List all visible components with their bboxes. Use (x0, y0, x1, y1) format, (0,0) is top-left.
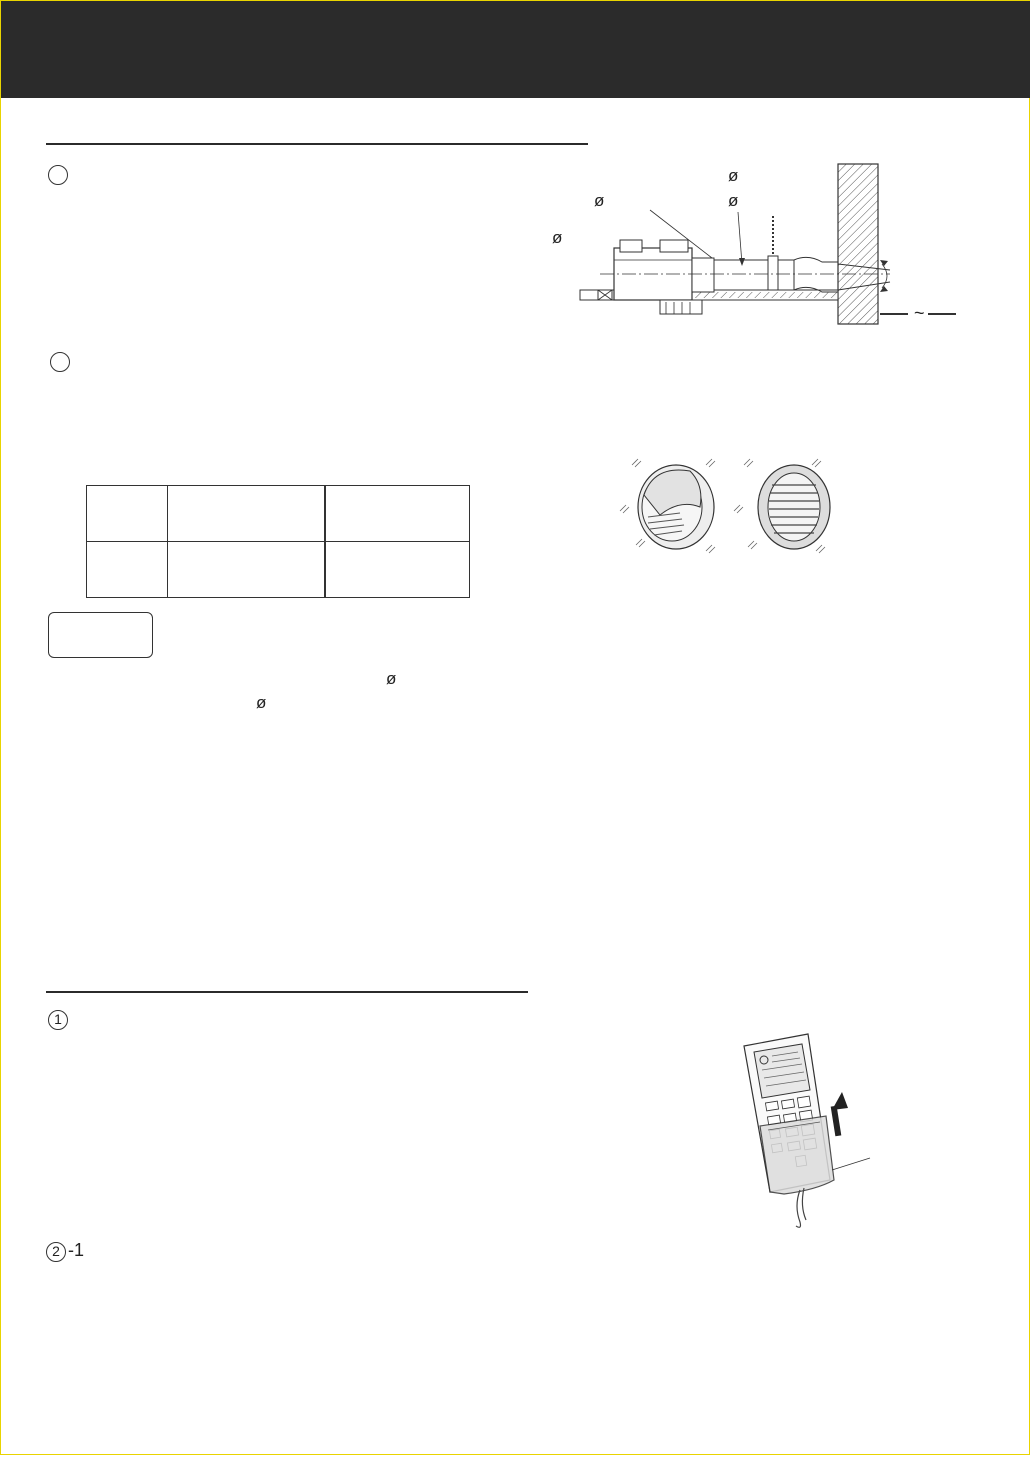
diameter-symbol: ø (386, 669, 397, 688)
table-cell (325, 486, 470, 542)
step1-marker (48, 165, 68, 185)
step2-marker (50, 352, 70, 372)
table-row (87, 486, 470, 542)
exhaust-wall-cap-illustration (610, 455, 840, 565)
step1-marker: 1 (48, 1010, 68, 1030)
section1-rule (46, 143, 588, 145)
header-bar (1, 1, 1030, 98)
table-cell (87, 542, 168, 598)
step2-marker: 2 (46, 1242, 66, 1262)
table-cell (87, 486, 168, 542)
tilde-symbol: ~ (914, 303, 925, 323)
duct-installation-diagram (570, 160, 970, 330)
diameter-symbol: ø (594, 191, 605, 210)
spec-table (86, 485, 470, 598)
diameter-symbol: ø (728, 191, 739, 210)
diameter-symbol: ø (728, 166, 739, 185)
table-cell (168, 542, 326, 598)
table-cell (168, 486, 326, 542)
step2-suffix: -1 (68, 1240, 85, 1260)
table-row (87, 542, 470, 598)
note-label-box (48, 612, 153, 658)
table-cell (325, 542, 470, 598)
section2-rule (46, 991, 528, 993)
diameter-symbol: ø (256, 693, 267, 712)
diameter-symbol: ø (552, 228, 563, 247)
remote-control-holder-illustration (740, 1030, 880, 1230)
